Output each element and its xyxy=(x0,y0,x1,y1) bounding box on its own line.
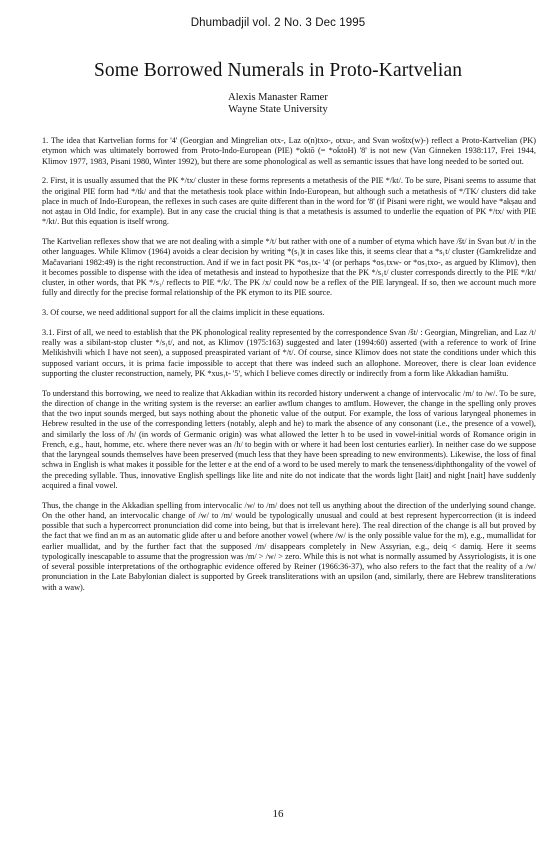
paragraph-7: Thus, the change in the Akkadian spelling from intervocalic /w/ to /m/ does not tell us anything about the direction of the underlying sound change. On the other hand, an intervocalic change of /w/ to /m/ would be typologically unusual and could at best represent hypercorrection (it is indeed possible that such a hypercorrect pronunciation did come into being, but that is irrelevant here). The real direction of the change is all but proved by the fact that we find an m as an automatic glide after u and before another vowel (where /w/ is the only possible value for the m), e.g., mumallidat for earlier muallidat, and by the further fact that the supposed /m/ disappears completely in New Assyrian, e.g., deiq < damiq. Here it seems typologically inescapable to assume that the progression was /m/ > /w/ > zero. While this is not what is normally assumed by Assyriologists, it is one of several possible interpretations of the orthographic evidence offered by Reiner (1966:36-37), who also refers to the fact that the reality of a /w/ pronunciation in the Late Babylonian dialect is supported by Greek transliterations with an upsilon (and, similarly, there are Hebrew transliterations with a waw). xyxy=(42,500,536,592)
paragraph-1: 1. The idea that Kartvelian forms for '4' (Georgian and Mingrelian otx-, Laz o(n)txo-, otxu-, and Svan woštx(w)-) reflect a Proto-Kartvelian (PK) etymon which was ultimately borrowed from Proto-Indo-European (PIE) *oktō (= *oḱtoH) '8' is not new (Van Ginneken 1938:117, Frei 1944, Klimov 1977, 1983, Pisani 1980, Winter 1992), but there are some phonological as well as semantic issues that have long needed to be sorted out. xyxy=(42,136,536,166)
paragraph-3: The Kartvelian reflexes show that we are not dealing with a simple */t/ but rather with one of a number of etyma which have /št/ in Svan but /t/ in the other languages. While Klimov (1964) avoids a clear decision by writing *(s₁)t in cases like this, it seems clear that a *s₁t/ cluster (Gamkrelidze and Mačavariani 1982:49) is the right reconstruction. And if we in fact posit PK *os₁tx- '4' (or perhaps *os₁txw- or *os₁txo-, as argued by Klimov), then it becomes possible to dispense with the idea of metathesis and instead to hypothesize that the PK */s₁t/ cluster corresponds directly to the PIE */kt/ cluster, in other words, that PK */s₁/ reflects to PIE */k/. The PK /x/ could now be a reflex of the PIE laryngeal. If so, then we account much more fully and directly for the precise formal relationship of the PK etymon to its PIE source. xyxy=(42,237,536,298)
paragraph-6: To understand this borrowing, we need to realize that Akkadian within its recorded history underwent a change of intervocalic /m/ to /w/. To be sure, the direction of change in the writing system is the reverse: an earlier awīlum changes to amīlum. However, the change in the spelling only proves that the two input sounds merged, but says nothing about the phonetic value of the output. For example, the loss of various laryngeal phonemes in Hebrew resulted in the use of the corresponding letters (notably, aleph and he) to mark the absence of any consonant (i.e., the presence of a vowel), and similarly the loss of /h/ (in words of Germanic origin) was what allowed the letter h to be used in vowel-initial words of Romance origin in French, e.g., haut, homme, etc. where there never was an /h/ to begin with or where it had been lost centuries earlier). In neither case do we suppose that the laryngeal sounds themselves have been preserved (much less that they have been spreading to new environments). Likewise, the loss of final schwa in English is what makes it possible for the letter e at the end of a word to be used merely to mark the tenseness/diphthongality of the vowel of the preceding syllable. Thus, innovative English spellings like lite and nite do not indicate that the words light [lait] and night [nait] have suddenly acquired a final vowel. xyxy=(42,388,536,490)
body-text xyxy=(42,136,536,602)
author-affiliation: Wayne State University xyxy=(228,104,328,115)
author-name: Alexis Manaster Ramer xyxy=(228,92,328,103)
paragraph-5: 3.1. First of all, we need to establish that the PK phonological reality represented by the correspondence Svan /št/ : Georgian, Mingrelian, and Laz /t/ really was a sibilant-stop cluster */s₁t/, and not, as Klimov (1975:163) suggested and later (1994:60) asserted (with a reference to work of Irine Melikishvili which I have not seen), a supposed preaspirated variant of */t/. Of course, since Klimov does not state the conditions under which this supposed variant occurs, it is prima facie impossible to accept that there was indeed such an allophone. Moreover, there is clear loan evidence supporting the cluster reconstruction, namely, PK *xus₁t- '5', which I believe comes directly or indirectly from a form like Akkadian hamištu. xyxy=(42,327,536,378)
paper-title: Some Borrowed Numerals in Proto-Kartvelian xyxy=(93,60,463,81)
running-head: Dhumbadjil vol. 2 No. 3 Dec 1995 xyxy=(190,17,366,29)
paragraph-2: 2. First, it is usually assumed that the PK */tx/ cluster in these forms represents a metathesis of the PIE */kt/. To be sure, Pisani seems to assume that the original PIE form had */tk/ and that the metathesis took place within Indo-European, but although such a metathesis of */TK/ clusters did take place in much of Indo-European, the reflexes in such cases are quite different than in the word for '8' (if Pisani were right, we would have *akṣau and not aṣṭau in Old Indic, for example). But in any case the crucial thing is that a metathesis is assumed to underlie the equation of PK */tx/ with PIE */kt/. But this equation is itself wrong. xyxy=(42,176,536,227)
page-number: 16 xyxy=(272,808,284,820)
paragraph-4: 3. Of course, we need additional support for all the claims implicit in these equations. xyxy=(42,308,325,317)
